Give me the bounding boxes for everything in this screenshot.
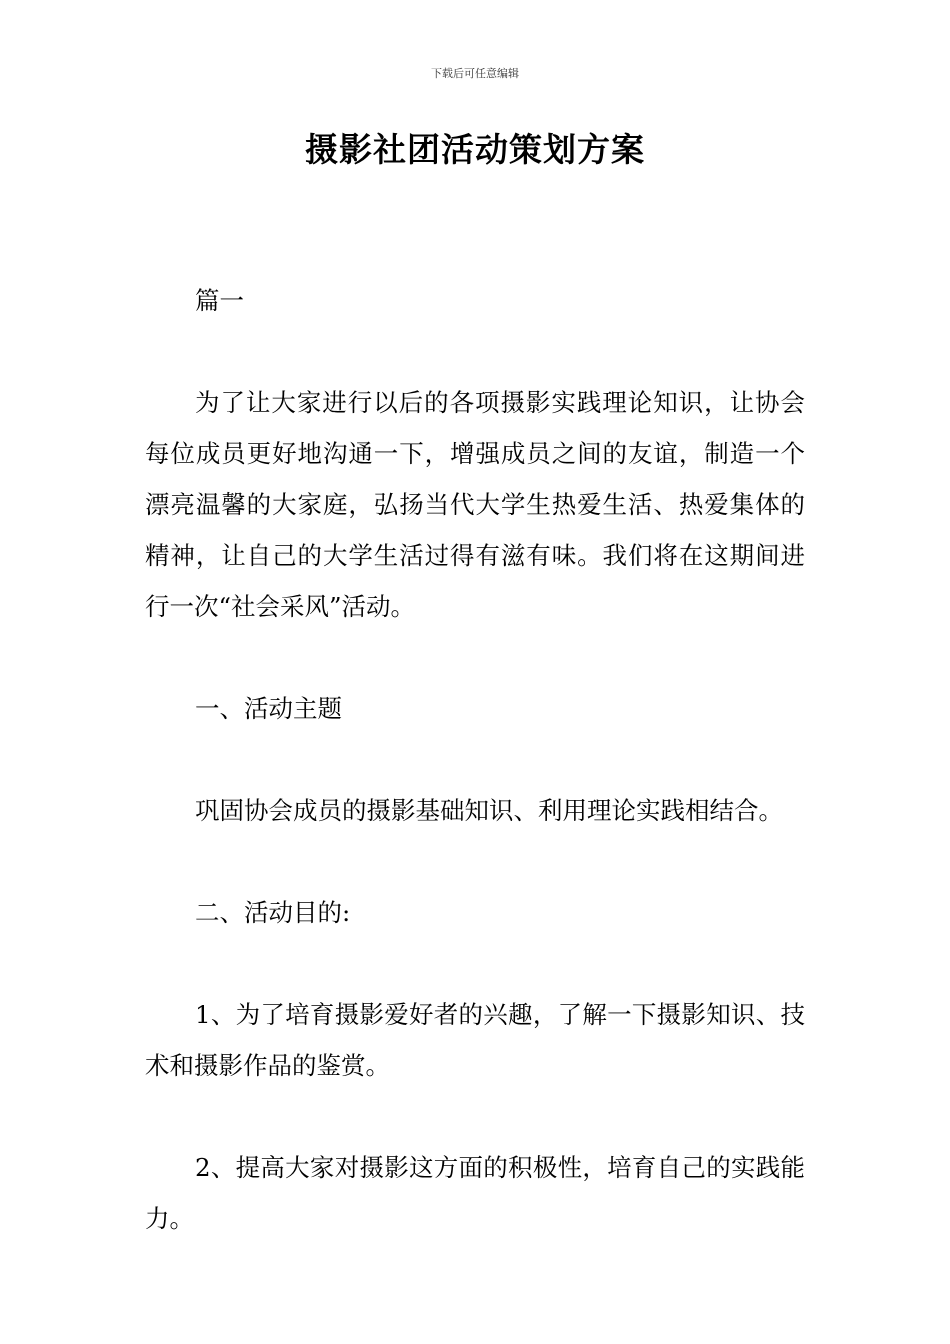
section-heading-theme: 一、活动主题	[195, 694, 342, 723]
intro-paragraph: 为了让大家进行以后的各项摄影实践理论知识，让协会每位成员更好地沟通一下，增强成员之间的友谊，制造一个漂亮温馨的大家庭，弘扬当代大学生热爱生活、热爱集体的精神，让自己的大学生活过得有滋有味。我们将在这期间进行一次“社会采风”活动。	[145, 388, 805, 621]
purpose-item-2: 2、提高大家对摄影这方面的积极性，培育自己的实践能力。	[145, 1153, 805, 1233]
paragraph-gap	[145, 938, 805, 989]
paragraph-gap	[145, 326, 805, 377]
document-title: 摄影社团活动策划方案	[305, 130, 645, 169]
document-body	[145, 275, 805, 1244]
part-label: 篇一	[195, 286, 244, 315]
section-body-theme: 巩固协会成员的摄影基础知识、利用理论实践相结合。	[195, 796, 783, 825]
paragraph-gap	[145, 632, 805, 683]
section-heading-purpose: 二、活动目的:	[195, 898, 351, 927]
paragraph-gap	[145, 734, 805, 785]
purpose-item-1: 1、为了培育摄影爱好者的兴趣，了解一下摄影知识、技术和摄影作品的鉴赏。	[145, 1000, 805, 1080]
paragraph-gap	[145, 836, 805, 887]
paragraph-gap	[145, 1091, 805, 1142]
header-note: 下载后可任意编辑	[431, 67, 519, 80]
